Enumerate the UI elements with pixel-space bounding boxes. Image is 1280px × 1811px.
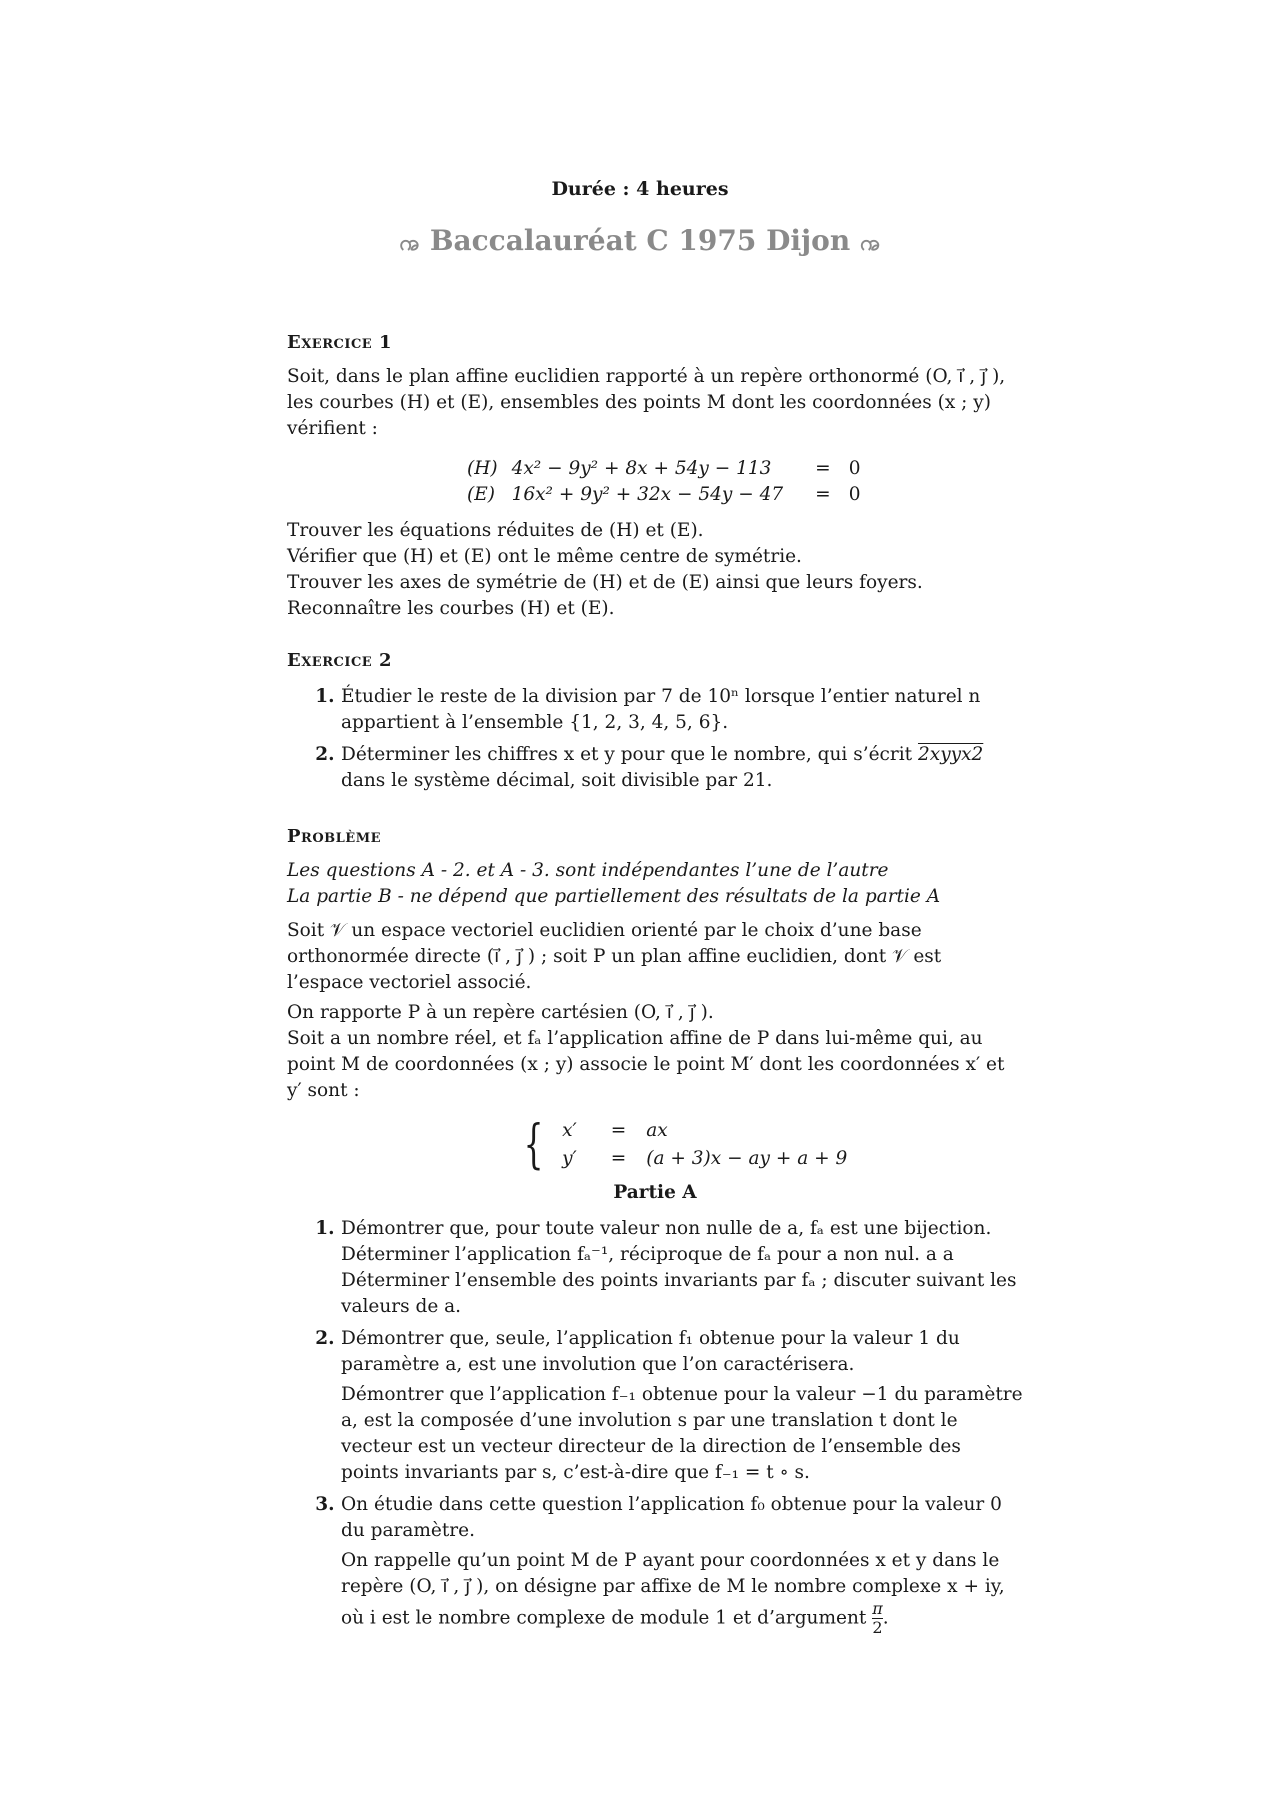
partie-a-item-2 (341, 1326, 1023, 1486)
a2-line-1: 2. Démontrer que, seule, l’application f₁ obtenue pour la valeur 1 du paramètre a, est une involution que l’on caractérisera. (341, 1328, 960, 1375)
a3-line-2 (341, 1548, 1023, 1637)
system-y-sign: = (610, 1148, 627, 1169)
equation-e-rhs: 0 (848, 484, 861, 505)
a3-line-2-text: On rappelle qu’un point M de P ayant pour coordonnées x et y dans le repère (O, ı⃗ , ȷ⃗ ), on désigne par affixe de M le nombre complexe x + iy, où i est le nombre complexe de module 1 et d’argument (341, 1550, 1005, 1629)
equation-e-expr: 16x² + 9y² + 32x − 54y − 47 (511, 484, 784, 505)
exercise-1-line-2: Vérifier que (H) et (E) ont le même centre de symétrie. (287, 546, 802, 567)
a1-line-2: Déterminer l’application fₐ⁻¹, réciproque de fₐ pour a non nul. a a Déterminer l’ensemble des points invariants par fₐ ; discuter suivant les valeurs de a. (341, 1244, 1017, 1317)
exercise-1-line-1: Trouver les équations réduites de (H) et (E). (287, 520, 704, 541)
system-row-x (562, 1118, 861, 1144)
equation-h-rhs: 0 (848, 458, 861, 479)
exercise-1-line-3: Trouver les axes de symétrie de (H) et de (E) ainsi que leurs foyers. Reconnaître les courbes (H) et (E). (287, 572, 923, 619)
problem-note-2: La partie B - ne dépend que partiellement des résultats de la partie A (287, 886, 941, 907)
equation-e-label: (E) (467, 484, 495, 505)
exercise-2-item-1-text: Étudier le reste de la division par 7 de 10ⁿ lorsque l’entier naturel n appartient à l’ensemble {1, 2, 3, 4, 5, 6}. (341, 686, 981, 733)
equation-e-sign: = (815, 484, 831, 505)
system-row-y (562, 1146, 861, 1172)
fraction-numerator: π (872, 1599, 883, 1618)
duration: Durée : 4 heures (551, 178, 729, 200)
problem-para-3: Soit a un nombre réel, et fₐ l’application affine de P dans lui-même qui, au point M de coordonnées (x ; y) associe le point M′ dont les coordonnées x′ et y′ sont : (287, 1028, 1005, 1101)
a2-line-2: Démontrer que l’application f₋₁ obtenue pour la valeur −1 du paramètre a, est la composée d’une involution s par une translation t dont le vecteur est un vecteur directeur de la direction de l’ensemble des points invariants par s, c’est-à-dire que f₋₁ = t ∘ s. (341, 1384, 1023, 1483)
exercise-2-item-2-text-b: dans le système décimal, soit divisible par 21. (341, 770, 773, 791)
equations-table (467, 456, 874, 508)
exercise-1-intro: Soit, dans le plan affine euclidien rapporté à un repère orthonormé (O, ı⃗ , ȷ⃗ ), les courbes (H) et (E), ensembles des points M dont les coordonnées (x ; y) vérifient : (287, 366, 1006, 439)
equation-h-label: (H) (467, 458, 498, 479)
equation-h-expr: 4x² − 9y² + 8x + 54y − 113 (511, 458, 772, 479)
exercise-2-heading: Exercice 2 (287, 650, 392, 671)
ornament-right-icon: ꩠ (860, 230, 881, 256)
partie-a-item-3 (341, 1492, 1023, 1637)
partie-a-heading: Partie A (613, 1182, 697, 1203)
exercise-1-heading: Exercice 1 (287, 332, 392, 353)
a1-line-1: 1. Démontrer que, pour toute valeur non nulle de a, fₐ est une bijection. (341, 1218, 992, 1239)
overlined-number: 2xyyx2 (917, 744, 984, 765)
exercise-2-item-1 (341, 684, 1023, 736)
partie-a-list (287, 1216, 1023, 1637)
page-title (0, 224, 1280, 261)
system-table (560, 1116, 863, 1174)
problem-para-1: Soit 𝒱 un espace vectoriel euclidien orienté par le choix d’une base orthonormée directe (ı⃗ , ȷ⃗ ) ; soit P un plan affine euclidien, dont 𝒱 est l’espace vectoriel associé. (287, 920, 942, 993)
a3-end: . (882, 1607, 889, 1629)
system-x-sign: = (610, 1120, 627, 1141)
problem-para-2: On rapporte P à un repère cartésien (O, ı⃗ , ȷ⃗ ). (287, 1002, 714, 1023)
system-x-rhs: ax (646, 1120, 668, 1141)
exercise-2-item-2-text-a: Déterminer les chiffres x et y pour que le nombre, qui s’écrit (341, 744, 913, 765)
equation-h (467, 456, 874, 482)
ornament-left-icon: ꩠ (399, 230, 420, 256)
content (287, 330, 1023, 1643)
system-y-lhs: y′ (562, 1148, 577, 1169)
equation-h-sign: = (815, 458, 831, 479)
system-y-rhs: (a + 3)x − ay + a + 9 (646, 1148, 848, 1169)
fraction-denominator: 2 (872, 1618, 883, 1637)
exercise-2-list (287, 684, 1023, 794)
equation-e (467, 482, 874, 508)
brace-icon: { (523, 1115, 544, 1175)
affine-map-system (517, 1116, 1023, 1174)
pi-over-2-fraction (872, 1600, 883, 1637)
a3-line-1: 3. On étudie dans cette question l’application f₀ obtenue pour la valeur 0 du paramètre. (341, 1494, 1002, 1541)
exercise-2-item-2 (341, 742, 1023, 794)
partie-a-item-1 (341, 1216, 1023, 1320)
title-text: Baccalauréat C 1975 Dijon (429, 224, 851, 257)
problem-note-1: Les questions A - 2. et A - 3. sont indépendantes l’une de l’autre (287, 860, 889, 881)
problem-heading: Problème (287, 826, 381, 847)
system-x-lhs: x′ (562, 1120, 577, 1141)
